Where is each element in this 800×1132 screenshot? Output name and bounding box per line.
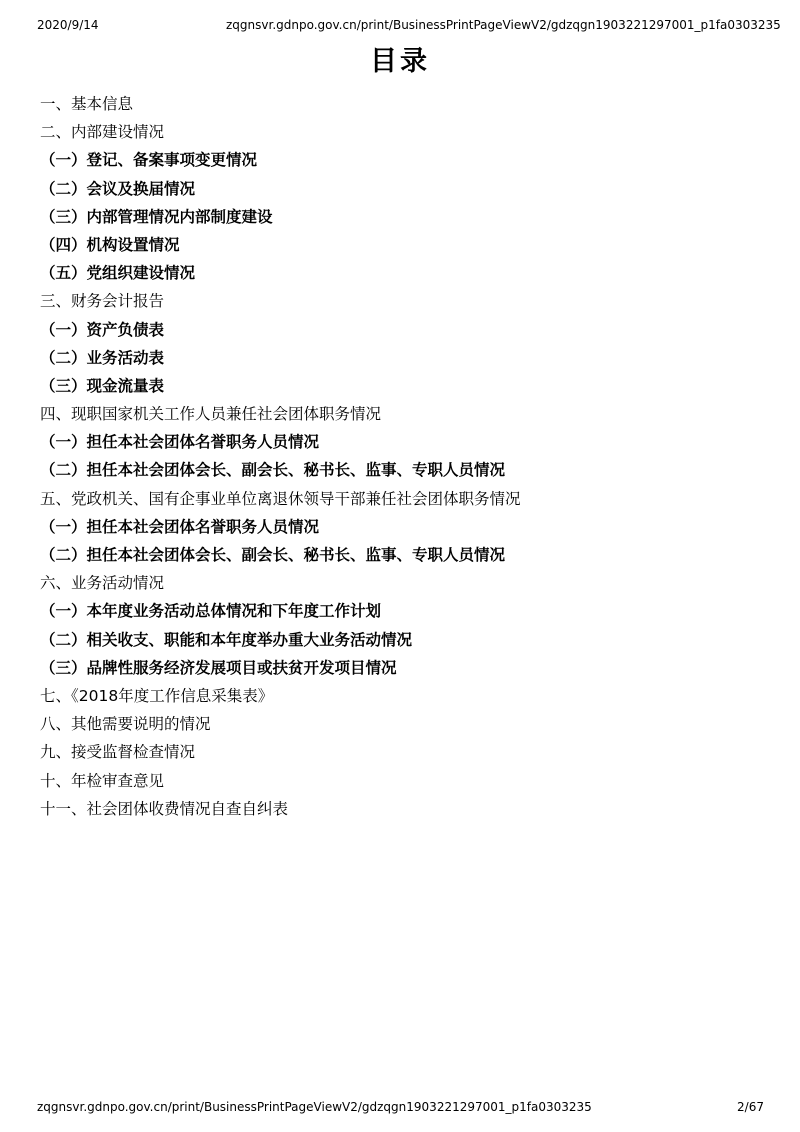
toc-subsection: （一）担任本社会团体名誉职务人员情况 [40,433,320,452]
print-footer-url: zqgnsvr.gdnpo.gov.cn/print/BusinessPrintPageViewV2/gdzqgn1903221297001_p1fa0303235 [37,1100,592,1114]
print-header-url: zqgnsvr.gdnpo.gov.cn/print/BusinessPrintPageViewV2/gdzqgn1903221297001_p1fa0303235 [226,18,781,32]
toc-section: 八、其他需要说明的情况 [40,715,211,734]
toc-section: 三、财务会计报告 [40,292,165,311]
toc-section: 九、接受监督检查情况 [40,743,196,762]
toc-subsection: （三）内部管理情况内部制度建设 [40,207,273,226]
toc-subsection: （一）本年度业务活动总体情况和下年度工作计划 [40,602,382,621]
print-date: 2020/9/14 [37,18,99,32]
toc-subsection: （三）现金流量表 [40,376,165,395]
toc-subsection: （二）担任本社会团体会长、副会长、秘书长、监事、专职人员情况 [40,461,506,480]
toc-subsection: （三）品牌性服务经济发展项目或扶贫开发项目情况 [40,658,397,677]
page-number: 2/67 [737,1100,764,1114]
toc-subsection: （四）机构设置情况 [40,235,180,254]
table-of-contents [40,90,521,823]
toc-section: 二、内部建设情况 [40,123,165,142]
toc-subsection: （二）业务活动表 [40,348,165,367]
page-title: 目录 [370,46,430,77]
toc-subsection: （二）相关收支、职能和本年度举办重大业务活动情况 [40,630,413,649]
toc-section: 十、年检审查意见 [40,771,165,790]
toc-section: 一、基本信息 [40,95,134,113]
toc-section: 七、《2018年度工作信息采集表》 [40,686,274,705]
toc-subsection: （二）会议及换届情况 [40,179,196,198]
toc-subsection: （一）资产负债表 [40,320,165,339]
toc-section: 四、现职国家机关工作人员兼任社会团体职务情况 [40,405,382,424]
toc-section: 十一、社会团体收费情况自查自纠表 [40,799,289,818]
toc-section: 六、业务活动情况 [40,574,165,593]
toc-subsection: （一）担任本社会团体名誉职务人员情况 [40,517,320,536]
toc-subsection: （五）党组织建设情况 [40,264,196,283]
toc-subsection: （一）登记、备案事项变更情况 [40,151,258,170]
toc-section: 五、党政机关、国有企事业单位离退休领导干部兼任社会团体职务情况 [40,489,521,508]
toc-subsection: （二）担任本社会团体会长、副会长、秘书长、监事、专职人员情况 [40,546,506,564]
